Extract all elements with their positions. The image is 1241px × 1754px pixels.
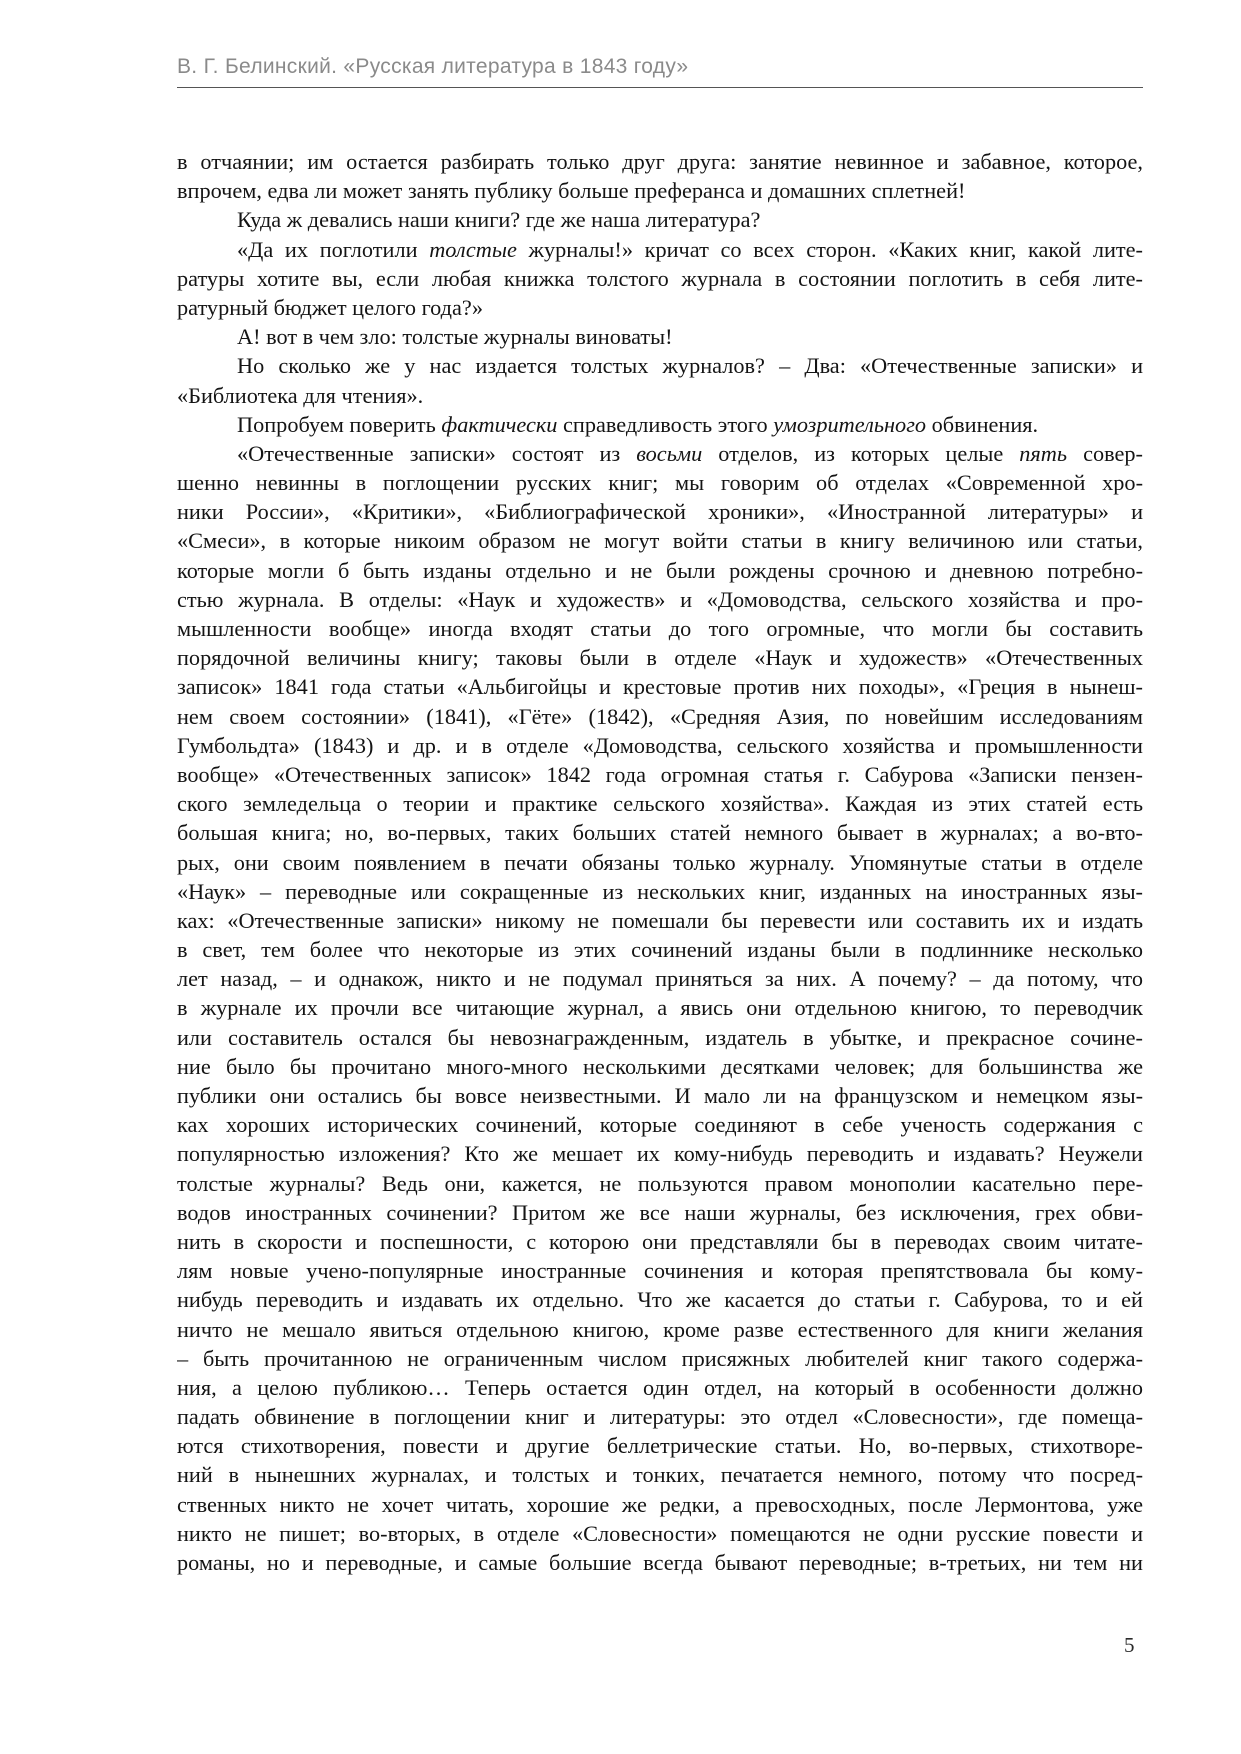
text-line: стью журнала. В отделы: «Наук и художеств» и «Домоводства, сельского хозяйства и про- [177, 586, 1143, 612]
text-line: А! вот в чем зло: толстые журналы виноваты! [237, 324, 673, 350]
text-line: толстые журналы? Ведь они, кажется, не пользуются правом монополии касательно пере- [177, 1170, 1143, 1196]
text-segment: справедливость этого [557, 411, 774, 437]
text-line: романы, но и переводные, и самые большие всегда бывают переводные; в-третьих, ни тем ни [177, 1550, 1143, 1575]
text-line: ния, а целою публикою… Теперь остается один отдел, на который в особенности должно [177, 1374, 1143, 1400]
italic-emphasis: восьми [636, 440, 703, 466]
text-line: «Смеси», в которые никоим образом не могут войти статьи в книгу величиною или статьи, [177, 528, 1143, 554]
italic-emphasis: толстые [429, 236, 517, 262]
text-line: «Наук» – переводные или сокращенные из нескольких книг, изданных на иностранных язы- [177, 878, 1143, 904]
text-line: нибудь переводить и издавать их отдельно. Что же касается до статьи г. Сабурова, то и ей [177, 1287, 1143, 1313]
italic-emphasis: пять [1019, 440, 1068, 466]
text-line: ках: «Отечественные записки» никому не помешали бы перевести или составить их и издать [177, 907, 1143, 933]
text-line: которые могли б быть изданы отдельно и не были рождены срочною и дневною потребно- [177, 557, 1143, 583]
text-line: в отчаянии; им остается разбирать только друг друга: занятие невинное и забавное, которое, [177, 149, 1143, 174]
text-line: порядочной величины книгу; таковы были в отделе «Наук и художеств» «Отечественных [177, 645, 1143, 671]
text-line: ние было бы прочитано много-много несколькими десятками человек; для большинства же [177, 1053, 1143, 1079]
text-line [177, 439, 1143, 468]
text-line: никто не пишет; во-вторых, в отделе «Словесности» помещаются не одни русские повести и [177, 1520, 1143, 1546]
text-line: лям новые учено-популярные иностранные сочинения и которая препятствовала бы кому- [177, 1258, 1143, 1284]
text-line: – быть прочитанною не ограниченным числом присяжных любителей книг такого содержа- [177, 1345, 1143, 1371]
text-line: рых, они своим появлением в печати обязаны только журналу. Упомянутые статьи в отделе [177, 849, 1143, 875]
text-line: популярностью изложения? Кто же мешает их кому-нибудь переводить и издавать? Неужели [177, 1141, 1143, 1167]
text-segment: «Отечественные записки» состоят из [237, 440, 637, 466]
text-line: «Библиотека для чтения». [177, 382, 424, 408]
text-segment: обвинения. [926, 411, 1039, 437]
text-segment: «Да их поглотили [237, 236, 430, 262]
text-line: нем своем состоянии» (1841), «Гёте» (1842), «Средняя Азия, по новейшим исследованиям [177, 703, 1143, 729]
text-segment: журналы!» кричат со всех сторон. «Каких книг, какой лите- [516, 236, 1143, 262]
text-line: падать обвинение в поглощении книг и литературы: это отдел «Словесности», где помеща- [177, 1404, 1143, 1430]
text-line: вообще» «Отечественных записок» 1842 года огромная статья г. Сабурова «Записки пензен- [177, 761, 1143, 787]
text-line: Куда ж девались наши книги? где же наша литература? [237, 207, 761, 233]
text-line: ках хороших исторических сочинений, которые соединяют в себе ученость содержания с [177, 1112, 1143, 1138]
text-line [177, 235, 1143, 264]
body-text [177, 147, 1143, 1577]
text-segment: Попробуем поверить [237, 411, 442, 437]
text-line: Гумбольдта» (1843) и др. и в отделе «Домоводства, сельского хозяйства и промышленности [177, 732, 1143, 758]
text-line: или составитель остался бы невознагражденным, издатель в убытке, и прекрасное сочине- [177, 1024, 1143, 1050]
page-number: 5 [1124, 1633, 1135, 1657]
text-line: в свет, тем более что некоторые из этих сочинений изданы были в подлиннике несколько [177, 937, 1143, 963]
text-line: ского земледельца о теории и практике сельского хозяйства». Каждая из этих статей есть [177, 791, 1143, 817]
running-head: В. Г. Белинский. «Русская литература в 1843 году» [177, 55, 689, 78]
italic-emphasis: фактически [441, 411, 558, 437]
text-line: лет назад, – и однакож, никто и не подумал приняться за них. А почему? – да потому, что [177, 966, 1143, 992]
text-line: ничто не мешало явиться отдельною книгою, кроме разве естественного для книги желания [177, 1316, 1143, 1342]
text-segment: отделов, из которых целые [702, 440, 1020, 466]
text-line: мышленности вообще» иногда входят статьи до того огромные, что могли бы составить [177, 616, 1143, 641]
header-rule [177, 87, 1143, 88]
text-line: впрочем, едва ли может занять публику больше преферанса и домашних сплетней! [177, 178, 966, 204]
text-segment: совер- [1067, 440, 1143, 466]
text-line: Но сколько же у нас издается толстых журналов? – Два: «Отечественные записки» и [237, 353, 1143, 379]
text-line: ственных никто не хочет читать, хорошие же редки, а превосходных, после Лермонтова, уже [177, 1491, 1143, 1517]
text-line: в журнале их прочли все читающие журнал, а явись они отдельною книгою, то переводчик [177, 995, 1143, 1021]
text-line: ники России», «Критики», «Библиографической хроники», «Иностранной литературы» и [177, 499, 1143, 525]
text-line: записок» 1841 года статьи «Альбигойцы и крестовые против них походы», «Греция в нынеш- [177, 674, 1143, 700]
text-line: ратуры хотите вы, если любая книжка толстого журнала в состоянии поглотить в себя лите- [177, 265, 1143, 291]
text-line: нить в скорости и поспешности, с которою они представляли бы в переводах своим читате- [177, 1228, 1143, 1254]
text-line: публики они остались бы вовсе неизвестными. И мало ли на французском и немецком язы- [177, 1083, 1143, 1108]
text-line: водов иностранных сочинении? Притом же все наши журналы, без исключения, грех обви- [177, 1199, 1143, 1225]
text-line: большая книга; но, во-первых, таких больших статей немного бывает в журналах; а во-вто- [177, 820, 1143, 846]
text-line: ний в нынешних журналах, и толстых и тонких, печатается немного, потому что посред- [177, 1462, 1143, 1488]
text-line: шенно невинны в поглощении русских книг; мы говорим об отделах «Современной хро- [177, 470, 1143, 496]
text-line [177, 410, 1143, 439]
text-line: ются стихотворения, повести и другие беллетрические статьи. Но, во-первых, стихотворе- [177, 1433, 1143, 1459]
italic-emphasis: умозрительного [773, 411, 927, 437]
text-line: ратурный бюджет целого года?» [177, 294, 483, 320]
